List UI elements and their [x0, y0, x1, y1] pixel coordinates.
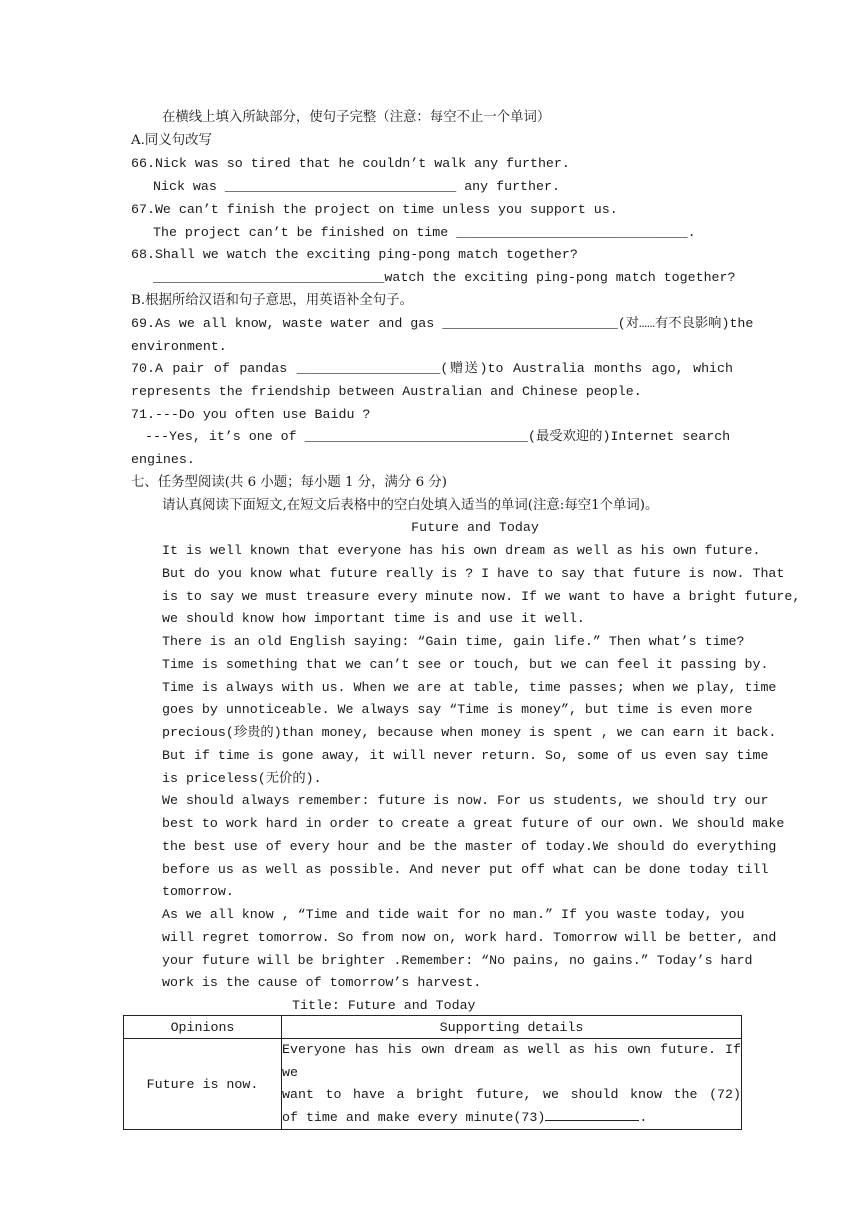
detail-line-3-end: . [639, 1109, 648, 1125]
passage-line: But if time is gone away, it will never return. So, some of us even say time [162, 748, 769, 763]
table-header-row [124, 1016, 742, 1039]
passage-line: Time is always with us. When we are at table, time passes; when we play, time [162, 680, 777, 695]
passage-line: As we all know , “Time and tide wait for no man.” If you waste today, you [162, 907, 745, 922]
question-66-rewrite[interactable]: Nick was _____________________________ any further. [153, 179, 560, 194]
passage-line: will regret tomorrow. So from now on, work hard. Tomorrow will be better, and [162, 930, 777, 945]
passage-title: Future and Today [411, 520, 539, 535]
question-68-rewrite[interactable]: _____________________________watch the exciting ping-pong match together? [153, 270, 736, 285]
passage-line: But do you know what future really is ? I have to say that future is now. That [162, 566, 785, 581]
passage-line: best to work hard in order to create a great future of our own. We should make [162, 816, 785, 831]
question-69-line1[interactable]: 69.As we all know, waste water and gas ______________________(对……有不良影响)the [131, 316, 754, 331]
fill-in-instruction: 在横线上填入所缺部分，使句子完整（注意：每空不止一个单词） [162, 110, 551, 125]
question-70-line1[interactable]: 70.A pair of pandas __________________(赠送)to Australia months ago, which [131, 361, 733, 376]
detail-line-3[interactable] [282, 1107, 741, 1130]
details-cell [282, 1039, 742, 1130]
section-7-heading: 七、任务型阅读(共 6 小题；每小题 1 分，满分 6 分) [131, 475, 447, 490]
passage-line: your future will be brighter .Remember: “No pains, no gains.” Today’s hard [162, 953, 753, 968]
question-70-line2: represents the friendship between Australian and Chinese people. [131, 384, 642, 399]
passage-line: tomorrow. [162, 884, 234, 899]
question-68-original: 68.Shall we watch the exciting ping-pong match together? [131, 247, 578, 262]
question-71-line3: engines. [131, 452, 195, 467]
question-69-line2: environment. [131, 339, 227, 354]
section-7-instruction: 请认真阅读下面短文,在短文后表格中的空白处填入适当的单词(注意:每空1个单词)。 [162, 498, 659, 513]
opinion-cell: Future is now. [124, 1039, 282, 1130]
passage-line: There is an old English saying: “Gain time, gain life.” Then what’s time? [162, 634, 745, 649]
answer-blank-73[interactable] [545, 1107, 639, 1121]
passage-line: precious(珍贵的)than money, because when money is spent , we can earn it back. [162, 725, 777, 740]
passage-line: goes by unnoticeable. We always say “Time is money”, but time is even more [162, 702, 753, 717]
question-66-original: 66.Nick was so tired that he couldn’t walk any further. [131, 156, 570, 171]
summary-table [123, 1015, 742, 1130]
part-b-heading: B.根据所给汉语和句子意思，用英语补全句子。 [131, 293, 413, 308]
passage-line: is priceless(无价的). [162, 771, 322, 786]
detail-line-3-text: of time and make every minute(73) [282, 1109, 546, 1125]
detail-line-2[interactable]: want to have a bright future, we should know the (72) [282, 1087, 741, 1102]
passage-line: we should know how important time is and use it well. [162, 611, 585, 626]
table-row [124, 1039, 742, 1130]
table-title: Title: Future and Today [292, 998, 476, 1013]
passage-line: the best use of every hour and be the master of today.We should do everything [162, 839, 777, 854]
question-67-rewrite[interactable]: The project can’t be finished on time _____________________________. [153, 225, 696, 240]
passage-line: before us as well as possible. And never put off what can be done today till [162, 862, 769, 877]
header-opinions: Opinions [124, 1016, 282, 1039]
passage-line: is to say we must treasure every minute now. If we want to have a bright future, [162, 589, 801, 604]
part-a-heading: A.同义句改写 [131, 133, 212, 148]
passage-line: We should always remember: future is now. For us students, we should try our [162, 793, 769, 808]
passage-line: work is the cause of tomorrow’s harvest. [162, 975, 482, 990]
question-67-original: 67.We can’t finish the project on time unless you support us. [131, 202, 618, 217]
detail-line-1: Everyone has his own dream as well as his own future. If we [282, 1042, 741, 1080]
question-71-line2[interactable]: ---Yes, it’s one of ____________________________(最受欢迎的)Internet search [145, 429, 731, 444]
header-supporting-details: Supporting details [282, 1016, 742, 1039]
passage-line: Time is something that we can’t see or touch, but we can feel it passing by. [162, 657, 769, 672]
question-71-line1: 71.---Do you often use Baidu ? [131, 407, 371, 422]
passage-line: It is well known that everyone has his own dream as well as his own future. [162, 543, 761, 558]
